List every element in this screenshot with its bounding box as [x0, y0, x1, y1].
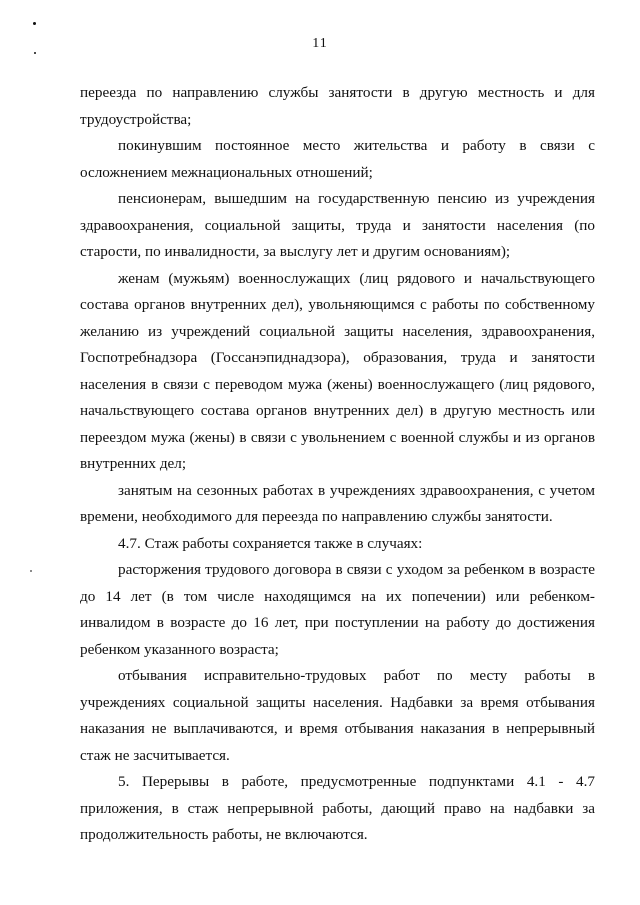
- scan-speck: [33, 22, 36, 25]
- paragraph: 5. Перерывы в работе, предусмотренные подпунктами 4.1 - 4.7 приложения, в стаж непрерывной работы, дающий право на надбавки за продолжительность работы, не включаются.: [80, 773, 595, 843]
- paragraph: женам (мужьям) военнослужащих (лиц рядового и начальствующего состава органов внутренних дел), увольняющимся с работы по собственному желанию из учреждений социальной защиты населения, здравоохранения, Госпотребнадзора (Госсанэпиднадзора), образования, труда и занятости населения в связи с переводом мужа (жены) военнослужащего (лиц рядового, начальствующего состава органов внутренних дел) в другую местность или переездом мужа (жены) в связи с увольнением с военной службы и из органов внутренних дел;: [80, 269, 595, 472]
- paragraph: пенсионерам, вышедшим на государственную пенсию из учреждения здравоохранения, социальной защиты, труда и занятости населения (по старости, по инвалидности, за выслугу лет и другим основаниям);: [80, 190, 595, 260]
- paragraph: переезда по направлению службы занятости в другую местность и для трудоустройства;: [80, 84, 595, 128]
- paragraph: отбывания исправительно-трудовых работ по месту работы в учреждениях социальной защиты населения. Надбавки за время отбывания наказания не выплачиваются, и время отбывания наказания в непрерывный стаж не засчитывается.: [80, 667, 595, 764]
- paragraph: покинувшим постоянное место жительства и работу в связи с осложнением межнациональных отношений;: [80, 137, 595, 181]
- page-number: 11: [312, 36, 328, 51]
- scan-speck: [30, 570, 32, 572]
- section-heading: 4.7. Стаж работы сохраняется также в случаях:: [118, 534, 423, 552]
- scan-speck: [34, 52, 36, 54]
- paragraph: расторжения трудового договора в связи с уходом за ребенком в возрасте до 14 лет (в том числе находящимся на их попечении) или ребенком-инвалидом в возрасте до 16 лет, при поступлении на работу до достижения ребенком указанного возраста;: [80, 561, 595, 658]
- paragraph: занятым на сезонных работах в учреждениях здравоохранения, с учетом времени, необходимого для переезда по направлению службы занятости.: [80, 481, 595, 525]
- document-body: [80, 80, 595, 849]
